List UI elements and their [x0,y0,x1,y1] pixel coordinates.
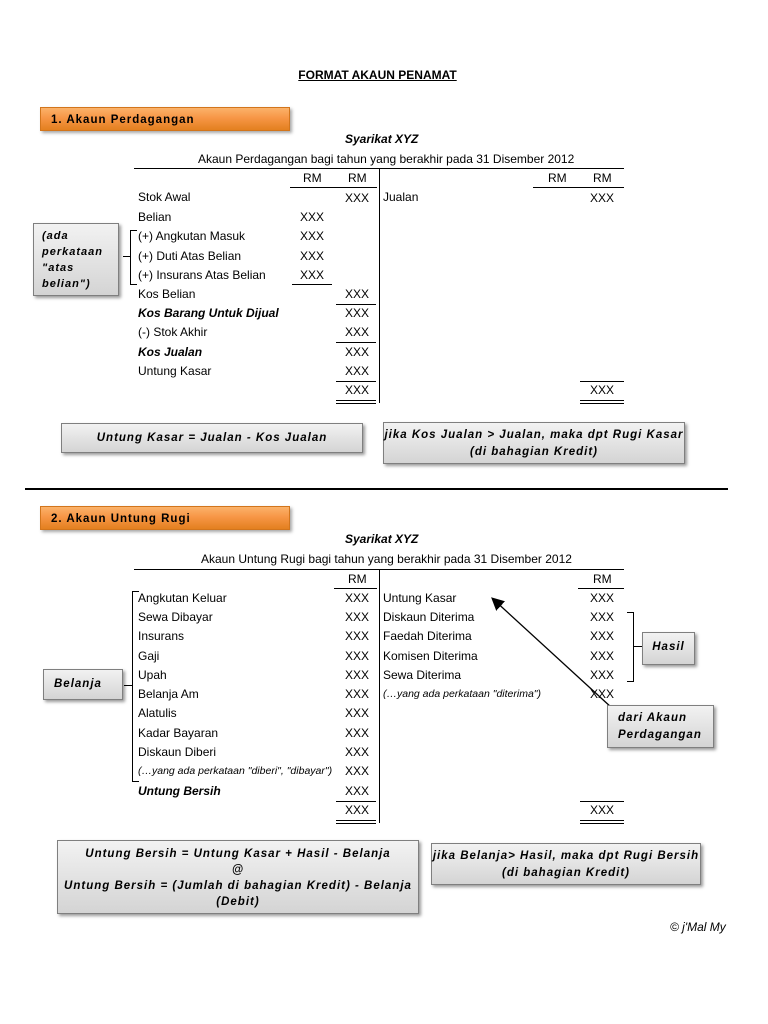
s1-formula-box: Untung Kasar = Jualan - Kos Jualan [61,423,363,453]
formula-line: Untung Bersih = (Jumlah di bahagian Kredit) - Belanja [64,880,412,892]
s1-bracket-tip [123,256,130,257]
s1-double-rule [580,400,624,401]
s2-amount: XXX [589,687,614,701]
section-1-label: 1. Akaun Perdagangan [40,107,290,131]
s1-debit-item: (-) Stok Akhir [138,325,208,339]
s1-debit-item: (+) Duti Atas Belian [138,249,242,263]
s2-credit-item: (…yang ada perkataan "diterima") [383,688,542,700]
s2-note-box [431,843,701,885]
note-line: Perdagangan [618,729,702,741]
s2-total: XXX [589,803,614,817]
s1-amount: XXX [299,268,324,282]
belanja-bracket-tip [124,685,132,686]
s2-double-rule [580,823,624,824]
s2-amount: XXX [344,649,369,663]
s1-total-rule [336,381,376,382]
s1-debit-item: Kos Belian [138,287,196,301]
s1-rm-header: RM [593,171,612,185]
s2-amount: XXX [344,784,369,798]
s2-amount: XXX [344,764,369,778]
formula-line: (Debit) [216,896,260,908]
s1-amount: XXX [344,287,369,301]
s2-debit-item: Alatulis [138,706,177,720]
s1-total: XXX [589,383,614,397]
s2-credit-item: Untung Kasar [383,591,457,605]
section-divider [25,488,728,490]
s2-amount: XXX [344,591,369,605]
s1-total: XXX [344,383,369,397]
atas-belian-note [33,223,119,296]
s2-company: Syarikat XYZ [345,532,419,546]
s1-subtitle: Akaun Perdagangan bagi tahun yang berakhir pada 31 Disember 2012 [198,152,575,166]
s2-amount: XXX [344,706,369,720]
s2-amount: XXX [589,649,614,663]
s2-formula-box [57,840,419,914]
s2-debit-item: Untung Bersih [138,784,221,798]
page-title: FORMAT AKAUN PENAMAT [298,68,457,82]
s1-amount: XXX [299,210,324,224]
belanja-bracket [132,591,139,782]
s2-debit-item: Sewa Dibayar [138,610,213,624]
s2-amount: XXX [589,610,614,624]
s1-amount: XXX [589,191,614,205]
s2-rm-header: RM [348,572,367,586]
formula-line: Untung Bersih = Untung Kasar + Hasil - Belanja [85,848,391,860]
s1-credit-item: Jualan [383,190,419,204]
s2-debit-item: Diskaun Diberi [138,745,217,759]
s1-debit-item: Kos Jualan [138,345,203,359]
note-line: (di bahagian Kredit) [502,867,630,879]
s1-subtotal-rule [292,284,332,285]
s1-amount: XXX [344,306,369,320]
s1-amount: XXX [344,191,369,205]
s1-amount: XXX [344,345,369,359]
s2-double-rule [336,823,376,824]
s1-rm-rule [290,187,377,188]
s2-debit-item: Kadar Bayaran [138,726,219,740]
hasil-bracket-tip [634,646,642,647]
s2-rm-rule [578,588,624,589]
s2-amount: XXX [589,629,614,643]
s2-double-rule [580,820,624,821]
s2-credit-item: Diskaun Diterima [383,610,475,624]
note-line: (ada [42,230,69,242]
belanja-label: Belanja [43,669,123,700]
s2-rm-header: RM [593,572,612,586]
s2-credit-item: Sewa Diterima [383,668,462,682]
s2-amount: XXX [344,687,369,701]
note-line: jika Kos Jualan > Jualan, maka dpt Rugi Kasar [384,429,684,441]
copyright: © j'Mal My [670,920,726,934]
s2-debit-item: Angkutan Keluar [138,591,227,605]
s1-debit-item: Untung Kasar [138,364,212,378]
s2-amount: XXX [589,668,614,682]
s1-rm-header: RM [548,171,567,185]
s2-credit-item: Komisen Diterima [383,649,478,663]
formula-line: @ [231,864,245,876]
note-line: (di bahagian Kredit) [470,446,598,458]
s2-total-rule [336,801,376,802]
s2-debit-item: Upah [138,668,167,682]
s1-rm-rule [533,187,624,188]
note-line: jika Belanja> Hasil, maka dpt Rugi Bersih [432,850,700,862]
s2-debit-item: Gaji [138,649,160,663]
note-line: belian") [42,278,91,290]
s2-amount: XXX [344,726,369,740]
s2-double-rule [336,820,376,821]
section-2-label: 2. Akaun Untung Rugi [40,506,290,530]
s1-amount: XXX [299,249,324,263]
s1-debit-item: (+) Insurans Atas Belian [138,268,266,282]
s1-debit-item: Stok Awal [138,190,191,204]
note-line: perkataan [42,246,103,258]
s1-bracket [130,230,137,285]
s1-double-rule [580,403,624,404]
s1-subtotal-rule [336,342,376,343]
s1-rm-header: RM [303,171,322,185]
s1-debit-item: (+) Angkutan Masuk [138,229,246,243]
dari-akaun-perdagangan-box [607,705,714,748]
s2-debit-item: Belanja Am [138,687,199,701]
s1-company: Syarikat XYZ [345,132,419,146]
s1-amount: XXX [299,229,324,243]
s2-debit-item: (…yang ada perkataan "diberi", "dibayar") [138,765,333,777]
s1-total-rule [580,381,624,382]
note-line: "atas [42,262,75,274]
s1-double-rule [336,400,376,401]
s1-note-box [383,422,685,464]
s1-amount: XXX [344,325,369,339]
s2-total-rule [580,801,624,802]
note-line: dari Akaun [618,712,688,724]
s1-subtotal-rule [336,304,376,305]
s1-double-rule [336,403,376,404]
s2-amount: XXX [344,745,369,759]
s2-rm-rule [334,588,377,589]
s1-debit-item: Belian [138,210,172,224]
s1-debit-item: Kos Barang Untuk Dijual [138,306,279,320]
s1-rm-header: RM [348,171,367,185]
s2-total: XXX [344,803,369,817]
hasil-label: Hasil [642,632,695,665]
s2-credit-item: Faedah Diterima [383,629,472,643]
s2-subtitle: Akaun Untung Rugi bagi tahun yang berakhir pada 31 Disember 2012 [201,552,572,566]
s2-amount: XXX [344,668,369,682]
s2-amount: XXX [589,591,614,605]
s2-debit-item: Insurans [138,629,185,643]
s2-amount: XXX [344,629,369,643]
s2-amount: XXX [344,610,369,624]
s1-amount: XXX [344,364,369,378]
arrow-icon [480,590,620,720]
hasil-bracket [627,612,634,682]
